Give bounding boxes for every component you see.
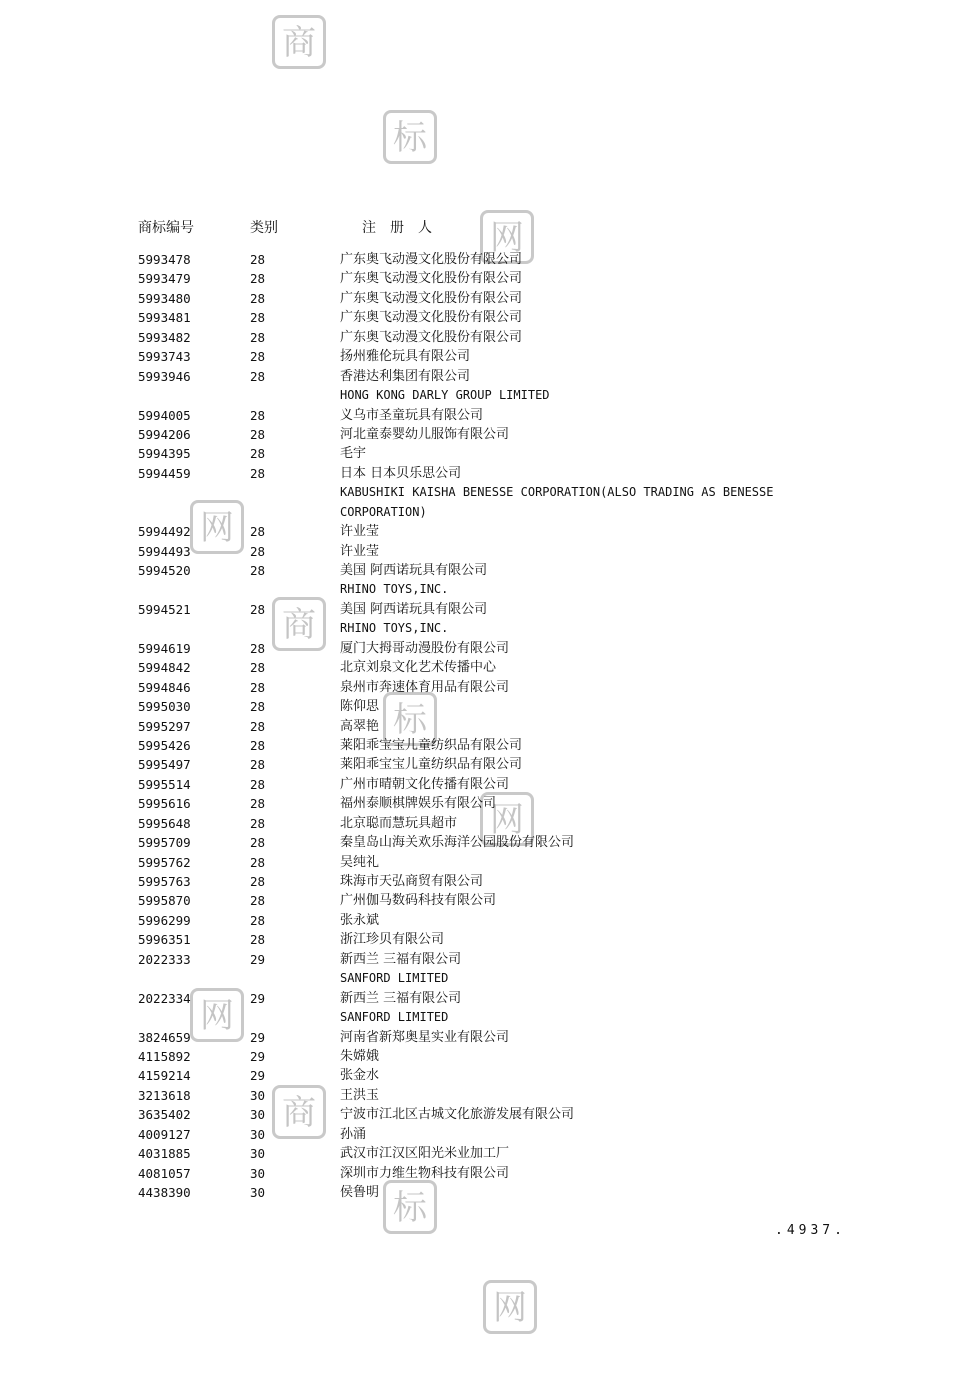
table-row — [0, 542, 980, 561]
registrant-name: 广东奥飞动漫文化股份有限公司 — [340, 329, 523, 345]
class-number: 28 — [250, 757, 266, 773]
table-row — [0, 1086, 980, 1105]
registrant-name: KABUSHIKI KAISHA BENESSE CORPORATION(ALSO TRADING AS BENESSE — [340, 485, 774, 500]
mark-number: 5994005 — [138, 407, 191, 423]
registrant-name: 侯鲁明 — [340, 1185, 380, 1200]
registrant-name: 美国 阿西诺玩具有限公司 — [340, 563, 488, 578]
class-number: 28 — [250, 893, 266, 909]
watermark-biao: 标 — [383, 110, 437, 164]
mark-number: 5994492 — [138, 524, 191, 540]
mark-number: 2022334 — [138, 990, 191, 1006]
mark-number: 5995870 — [138, 893, 191, 909]
registrant-name: 河北童泰婴幼儿服饰有限公司 — [340, 426, 510, 442]
table-row — [0, 561, 980, 580]
mark-number: 5993479 — [138, 271, 191, 287]
registrant-name: 广州伽马数码科技有限公司 — [340, 893, 497, 909]
class-number: 30 — [250, 1146, 266, 1162]
mark-number: 5994206 — [138, 426, 191, 442]
registrant-name: 王洪玉 — [340, 1087, 380, 1103]
registrant-name: SANFORD LIMITED — [340, 971, 449, 986]
registrant-name: 新西兰 三福有限公司 — [340, 951, 462, 967]
registrant-name: 高翠艳 — [340, 718, 380, 734]
registrant-name: 张永斌 — [340, 912, 380, 928]
class-number: 28 — [250, 524, 266, 540]
mark-number: 5994520 — [138, 563, 191, 578]
class-number: 28 — [250, 874, 266, 889]
mark-number: 4009127 — [138, 1126, 191, 1142]
mark-number: 4031885 — [138, 1146, 191, 1162]
class-number: 28 — [250, 601, 266, 617]
class-number: 28 — [250, 368, 266, 384]
header-class: 类别 — [250, 220, 278, 236]
registrant-name: 宁波市江北区古城文化旅游发展有限公司 — [340, 1107, 575, 1123]
class-number: 28 — [250, 310, 266, 326]
mark-number: 5995709 — [138, 835, 191, 851]
trademark-table — [0, 250, 980, 1202]
class-number: 28 — [250, 835, 266, 851]
watermark-shang: 商 — [272, 597, 326, 651]
class-number: 29 — [250, 1068, 266, 1084]
header-registrant: 注册人 — [362, 220, 446, 236]
class-number: 28 — [250, 329, 266, 345]
class-number: 28 — [250, 796, 266, 812]
table-row — [0, 911, 980, 930]
mark-number: 5994846 — [138, 679, 191, 695]
table-row — [0, 328, 980, 347]
class-number: 28 — [250, 290, 266, 306]
table-row — [0, 930, 980, 949]
mark-number: 4159214 — [138, 1068, 191, 1084]
class-number: 28 — [250, 699, 266, 715]
watermark-shang: 商 — [272, 15, 326, 69]
registrant-name: 厦门大拇哥动漫股份有限公司 — [340, 640, 510, 656]
table-row — [0, 347, 980, 366]
table-row — [0, 775, 980, 794]
class-number: 29 — [250, 1048, 266, 1064]
mark-number: 5993481 — [138, 310, 191, 326]
registrant-name: 武汉市江汉区阳光米业加工厂 — [340, 1146, 510, 1162]
mark-number: 5995426 — [138, 737, 191, 753]
registrant-name: 广东奥飞动漫文化股份有限公司 — [340, 252, 523, 267]
registrant-name: 河南省新郑奥星实业有限公司 — [340, 1029, 510, 1045]
mark-number: 5994395 — [138, 446, 191, 462]
class-number: 30 — [250, 1107, 266, 1123]
registrant-name: 吴纯礼 — [340, 854, 380, 870]
registrant-name: SANFORD LIMITED — [340, 1010, 449, 1025]
registrant-name: 广东奥飞动漫文化股份有限公司 — [340, 310, 523, 326]
mark-number: 5995762 — [138, 854, 191, 870]
registrant-name: 广州市晴朝文化传播有限公司 — [340, 776, 510, 792]
mark-number: 5994493 — [138, 543, 191, 559]
registrant-name: 浙江珍贝有限公司 — [340, 932, 445, 948]
class-number: 28 — [250, 660, 266, 676]
table-row — [0, 580, 980, 599]
class-number: 30 — [250, 1165, 266, 1181]
watermark-biao: 标 — [383, 692, 437, 746]
mark-number: 4438390 — [138, 1185, 191, 1200]
table-row — [0, 678, 980, 697]
registrant-name: 莱阳乖宝宝儿童纺织品有限公司 — [340, 757, 523, 773]
table-row — [0, 872, 980, 891]
class-number: 28 — [250, 815, 266, 831]
watermark-wang: 网 — [480, 792, 534, 846]
registrant-name: 扬州雅伦玩具有限公司 — [340, 349, 471, 365]
class-number: 28 — [250, 854, 266, 870]
registrant-name: 北京聪而慧玩具超市 — [340, 815, 458, 831]
registrant-name: 许业莹 — [340, 524, 380, 540]
registrant-name: 许业莹 — [340, 543, 380, 559]
mark-number: 5995297 — [138, 718, 191, 734]
table-row — [0, 308, 980, 327]
registrant-name: 新西兰 三福有限公司 — [340, 990, 462, 1006]
mark-number: 3213618 — [138, 1087, 191, 1103]
header-mark-no: 商标编号 — [138, 220, 194, 236]
class-number: 28 — [250, 718, 266, 734]
registrant-name: 日本 日本贝乐思公司 — [340, 465, 462, 481]
table-row — [0, 1028, 980, 1047]
class-number: 28 — [250, 543, 266, 559]
registrant-name: 深圳市力维生物科技有限公司 — [340, 1165, 510, 1181]
registrant-name: 香港达利集团有限公司 — [340, 368, 471, 384]
table-row — [0, 717, 980, 736]
registrant-name: HONG KONG DARLY GROUP LIMITED — [340, 388, 550, 403]
registrant-name: 北京刘泉文化艺术传播中心 — [340, 660, 497, 676]
table-row — [0, 736, 980, 755]
mark-number: 5994459 — [138, 465, 191, 481]
table-row — [0, 269, 980, 288]
class-number: 28 — [250, 407, 266, 423]
registrant-name: CORPORATION) — [340, 504, 427, 519]
table-row — [0, 600, 980, 619]
registrant-name: 孙涌 — [340, 1126, 367, 1142]
registrant-name: RHINO TOYS,INC. — [340, 582, 449, 597]
mark-number: 5996351 — [138, 932, 191, 948]
class-number: 30 — [250, 1087, 266, 1103]
class-number: 28 — [250, 563, 266, 578]
registrant-name: 莱阳乖宝宝儿童纺织品有限公司 — [340, 737, 523, 753]
mark-number: 3824659 — [138, 1029, 191, 1045]
class-number: 28 — [250, 640, 266, 656]
registrant-name: 珠海市天弘商贸有限公司 — [340, 874, 484, 889]
mark-number: 3635402 — [138, 1107, 191, 1123]
class-number: 28 — [250, 446, 266, 462]
class-number: 28 — [250, 679, 266, 695]
mark-number: 5995616 — [138, 796, 191, 812]
page-number: .4937. — [775, 1223, 846, 1238]
class-number: 28 — [250, 349, 266, 365]
mark-number: 5995648 — [138, 815, 191, 831]
class-number: 29 — [250, 990, 266, 1006]
table-row — [0, 406, 980, 425]
mark-number: 5993482 — [138, 329, 191, 345]
class-number: 29 — [250, 951, 266, 967]
class-number: 28 — [250, 252, 266, 267]
registrant-name: 泉州市奔速体育用品有限公司 — [340, 679, 510, 695]
class-number: 28 — [250, 932, 266, 948]
mark-number: 4115892 — [138, 1048, 191, 1064]
mark-number: 5993743 — [138, 349, 191, 365]
registrant-name: 广东奥飞动漫文化股份有限公司 — [340, 271, 523, 287]
table-row — [0, 1105, 980, 1124]
mark-number: 2022333 — [138, 951, 191, 967]
watermark-wang: 网 — [190, 988, 244, 1042]
table-row — [0, 853, 980, 872]
table-row — [0, 1047, 980, 1066]
watermark-wang: 网 — [480, 210, 534, 264]
registrant-name: 福州泰顺棋牌娱乐有限公司 — [340, 796, 497, 812]
mark-number: 5993480 — [138, 290, 191, 306]
table-row — [0, 1164, 980, 1183]
table-row — [0, 833, 980, 852]
table-row — [0, 639, 980, 658]
table-row — [0, 1125, 980, 1144]
table-row — [0, 755, 980, 774]
table-row — [0, 1008, 980, 1027]
class-number: 28 — [250, 776, 266, 792]
table-row — [0, 814, 980, 833]
table-row — [0, 250, 980, 269]
mark-number: 5993946 — [138, 368, 191, 384]
table-row — [0, 891, 980, 910]
table-row — [0, 969, 980, 988]
mark-number: 5994521 — [138, 601, 191, 617]
mark-number: 5995030 — [138, 699, 191, 715]
watermark-wang: 网 — [483, 1280, 537, 1334]
class-number: 28 — [250, 426, 266, 442]
registrant-name: 义乌市圣童玩具有限公司 — [340, 407, 484, 423]
class-number: 28 — [250, 465, 266, 481]
table-row — [0, 950, 980, 969]
registrant-name: 秦皇岛山海关欢乐海洋公园股份有限公司 — [340, 835, 575, 851]
mark-number: 5995514 — [138, 776, 191, 792]
registrant-name: RHINO TOYS,INC. — [340, 621, 449, 636]
table-row — [0, 483, 980, 502]
mark-number: 5995763 — [138, 874, 191, 889]
registrant-name: 陈仰思 — [340, 699, 380, 715]
table-row — [0, 367, 980, 386]
table-row — [0, 619, 980, 638]
mark-number: 5994842 — [138, 660, 191, 676]
class-number: 29 — [250, 1029, 266, 1045]
table-row — [0, 697, 980, 716]
table-row — [0, 444, 980, 463]
table-row — [0, 1144, 980, 1163]
class-number: 28 — [250, 737, 266, 753]
registrant-name: 张金水 — [340, 1068, 380, 1084]
table-row — [0, 1183, 980, 1202]
table-row — [0, 1066, 980, 1085]
mark-number: 5994619 — [138, 640, 191, 656]
table-row — [0, 425, 980, 444]
table-row — [0, 503, 980, 522]
watermark-shang: 商 — [272, 1085, 326, 1139]
mark-number: 5995497 — [138, 757, 191, 773]
registrant-name: 毛宇 — [340, 446, 367, 462]
mark-number: 5996299 — [138, 912, 191, 928]
table-row — [0, 464, 980, 483]
class-number: 30 — [250, 1185, 266, 1200]
table-row — [0, 522, 980, 541]
mark-number: 5993478 — [138, 252, 191, 267]
mark-number: 4081057 — [138, 1165, 191, 1181]
watermark-biao: 标 — [383, 1180, 437, 1234]
registrant-name: 美国 阿西诺玩具有限公司 — [340, 601, 488, 617]
class-number: 28 — [250, 271, 266, 287]
table-row — [0, 289, 980, 308]
class-number: 30 — [250, 1126, 266, 1142]
table-row — [0, 989, 980, 1008]
class-number: 28 — [250, 912, 266, 928]
table-row — [0, 794, 980, 813]
registrant-name: 广东奥飞动漫文化股份有限公司 — [340, 290, 523, 306]
table-row — [0, 658, 980, 677]
table-row — [0, 386, 980, 405]
registrant-name: 朱嫦娥 — [340, 1048, 380, 1064]
watermark-wang: 网 — [190, 500, 244, 554]
